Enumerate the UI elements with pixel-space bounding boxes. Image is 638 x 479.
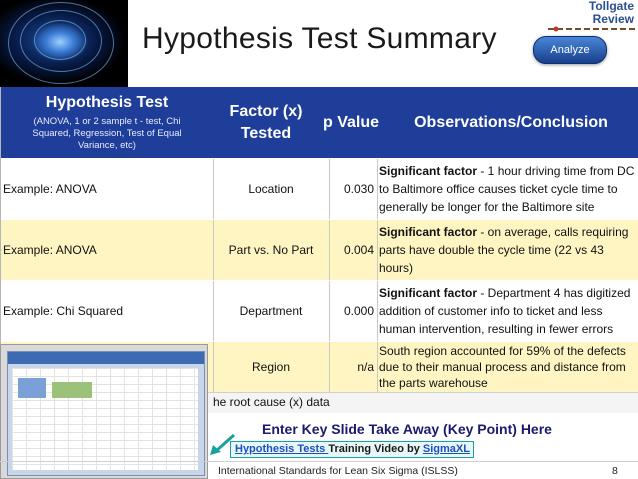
cell-factor: Region <box>251 360 291 374</box>
tollgate-review-badge <box>548 0 638 30</box>
cell-test: Example: Chi Squared <box>3 304 124 318</box>
cell-observation <box>379 342 637 392</box>
training-video-link[interactable] <box>230 441 474 458</box>
cell-p-value: 0.030 <box>343 182 374 196</box>
header-obs-label: Observations/Conclusion <box>414 113 608 131</box>
obs-bold: Significant factor <box>379 286 478 300</box>
obs-text: - on average, calls requiring parts have double the cycle time (22 vs 43 hours) <box>379 225 629 275</box>
cell-test: Example: ANOVA <box>3 182 97 196</box>
cell-p-value: n/a <box>357 360 374 374</box>
obs-bold: Significant factor <box>379 225 478 239</box>
dashed-line-icon <box>548 26 638 32</box>
cell-factor: Department <box>239 304 303 318</box>
spreadsheet-window <box>7 351 205 476</box>
cell-p-value: 0.004 <box>343 243 374 257</box>
video-thumbnail[interactable] <box>0 344 208 479</box>
vendor-link[interactable]: SigmaXL <box>422 443 470 455</box>
cell-observation <box>379 281 637 341</box>
window-titlebar <box>8 352 204 364</box>
chart-thumbnail-icon <box>18 378 46 398</box>
header-factor <box>213 87 319 158</box>
footer-divider <box>0 461 638 462</box>
header-factor-label: Factor (x) Tested <box>229 102 303 142</box>
video-link[interactable]: Hypothesis Tests <box>235 443 329 455</box>
page-title: Hypothesis Test Summary <box>142 22 497 55</box>
header-p-value <box>319 87 383 158</box>
key-slide-takeaway: Enter Key Slide Take Away (Key Point) Here <box>262 421 552 437</box>
obs-text: South region accounted for 59% of the defects due to their manual process and distance from the parts warehouse <box>379 344 626 390</box>
cell-observation <box>379 220 637 280</box>
chart-thumbnail-icon <box>52 382 92 398</box>
cell-p-value: 0.000 <box>343 304 374 318</box>
header-observations <box>383 87 638 158</box>
table-header <box>1 87 638 158</box>
cell-factor: Location <box>248 182 294 196</box>
header-p-label: p Value <box>322 113 380 131</box>
table-row <box>1 219 638 280</box>
obs-bold: Significant factor <box>379 164 478 178</box>
footer-text: International Standards for Lean Six Sigma (ISLSS) <box>218 465 458 477</box>
header-test-sub: (ANOVA, 1 or 2 sample t - test, Chi Squared, Regression, Test of Equal Variance, etc) <box>32 115 182 151</box>
table-row <box>1 280 638 341</box>
badge-line1: Tollgate <box>588 0 634 13</box>
header-test-label: Hypothesis Test <box>45 93 169 111</box>
badge-line2: Review <box>592 12 634 26</box>
video-text: Training Video by <box>328 443 423 455</box>
cell-test: Example: ANOVA <box>3 243 97 257</box>
cell-factor: Part vs. No Part <box>228 243 314 257</box>
header-hypothesis-test <box>1 87 213 158</box>
table-note: he root cause (x) data <box>213 395 330 409</box>
obs-text: - Department 4 has digitized addition of customer info to ticket and less human intervention, resulting in fewer errors <box>379 286 631 336</box>
page-number: 8 <box>612 465 618 477</box>
cell-observation <box>379 159 637 219</box>
brain-image <box>0 0 128 88</box>
table-row <box>1 158 638 219</box>
obs-text: - 1 hour driving time from DC to Baltimore office causes ticket cycle time to generally be longer for the Baltimore site <box>379 164 635 214</box>
analyze-button[interactable]: Analyze <box>533 36 607 64</box>
